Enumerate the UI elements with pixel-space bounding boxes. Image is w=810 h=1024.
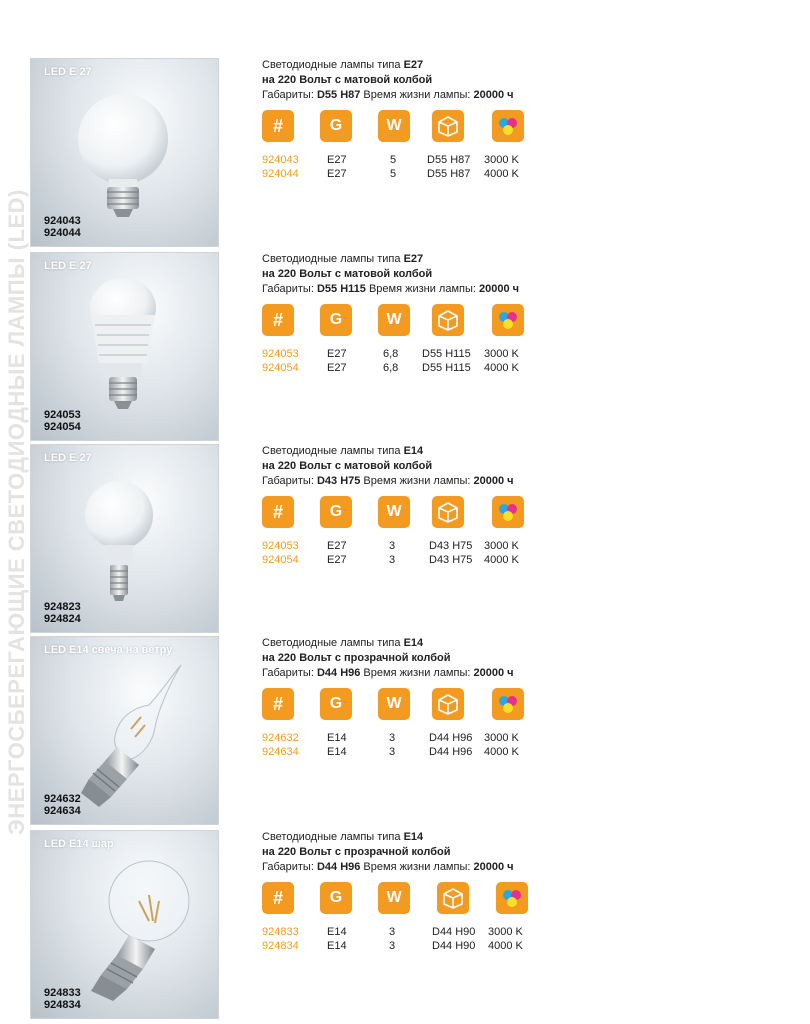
color-temperature-icon [492,688,524,720]
desc-type-prefix: Светодиодные лампы типа [262,445,404,457]
cell-watt: 3 [389,940,396,952]
cell-code: 924043 [262,154,299,166]
hash-icon: # [262,496,294,528]
product-description [262,252,519,297]
table-row [262,745,532,759]
spec-icons [262,882,542,916]
desc-life-prefix: Время жизни лампы: [360,475,474,487]
table-row [262,553,532,567]
cell-base: E27 [327,168,347,180]
cell-temp: 4000 K [488,940,523,952]
desc-dims: D44 H96 [316,861,361,873]
cell-base: E14 [327,940,347,952]
product-label: LED E 27 [44,452,92,464]
cell-code: 924053 [262,348,299,360]
photo-code: 924823 [44,601,81,613]
cell-dims: D55 H87 [427,168,471,180]
desc-life: 20000 ч [473,475,514,487]
cell-temp: 4000 K [484,362,519,374]
photo-code: 924824 [44,613,81,625]
photo-code: 924834 [44,999,81,1011]
cell-watt: 5 [390,168,397,180]
desc-voltage: на 220 Вольт с прозрачной колбой [262,846,451,858]
cell-watt: 6,8 [383,348,399,360]
desc-type-prefix: Светодиодные лампы типа [262,253,404,265]
w-power-icon: W [378,496,410,528]
spec-table [262,347,532,377]
cell-temp: 4000 K [484,168,519,180]
box-dimensions-icon [432,110,464,142]
cell-dims: D44 H96 [429,746,473,758]
product-codes [44,409,81,433]
product-block [30,252,790,442]
cell-dims: D44 H96 [429,732,473,744]
desc-dims: D55 H115 [316,283,366,295]
hash-icon: # [262,110,294,142]
cell-code: 924632 [262,732,299,744]
cell-watt: 3 [389,746,396,758]
desc-dims: D44 H96 [316,667,361,679]
cell-code: 924834 [262,940,299,952]
cell-watt: 3 [389,926,396,938]
desc-dims-prefix: Габариты: [262,283,317,295]
hash-icon: # [262,688,294,720]
cell-dims: D55 H87 [427,154,471,166]
desc-dims-prefix: Габариты: [262,89,317,101]
color-temperature-icon [492,304,524,336]
product-label: LED E14 шар [44,838,114,850]
desc-life-prefix: Время жизни лампы: [360,861,474,873]
cell-dims: D44 H90 [432,940,476,952]
table-row [262,539,532,553]
desc-dims-prefix: Габариты: [262,667,317,679]
cell-watt: 3 [389,554,396,566]
spec-table [262,731,532,761]
spec-icons [262,304,542,338]
color-temperature-icon [496,882,528,914]
product-photo [30,636,219,825]
hash-icon: # [262,882,294,914]
photo-code: 924833 [44,987,81,999]
cell-base: E14 [327,746,347,758]
cell-base: E27 [327,540,347,552]
desc-voltage: на 220 Вольт с прозрачной колбой [262,652,451,664]
g-socket-icon: G [320,110,352,142]
cell-dims: D55 H115 [422,362,471,374]
box-dimensions-icon [432,688,464,720]
g-socket-icon: G [320,882,352,914]
desc-type: E27 [403,253,424,265]
product-codes [44,793,81,817]
desc-life: 20000 ч [473,861,514,873]
color-temperature-icon [492,110,524,142]
product-label: LED E 27 [44,66,92,78]
cell-base: E27 [327,154,347,166]
cell-base: E14 [327,732,347,744]
cell-temp: 3000 K [488,926,523,938]
spec-table [262,925,532,955]
cell-temp: 4000 K [484,746,519,758]
desc-life: 20000 ч [479,283,520,295]
color-temperature-icon [492,496,524,528]
cell-temp: 3000 K [484,348,519,360]
cell-temp: 3000 K [484,732,519,744]
product-photo [30,58,219,247]
desc-life: 20000 ч [473,89,514,101]
cell-dims: D55 H115 [422,348,471,360]
cell-temp: 3000 K [484,154,519,166]
table-row [262,939,532,953]
w-power-icon: W [378,110,410,142]
product-photo [30,830,219,1019]
desc-dims-prefix: Габариты: [262,861,317,873]
photo-code: 924632 [44,793,81,805]
product-block [30,830,790,1020]
table-row [262,731,532,745]
table-row [262,347,532,361]
side-vertical-title [0,0,34,1024]
product-codes [44,215,81,239]
cell-base: E27 [327,362,347,374]
product-photo [30,252,219,441]
desc-life: 20000 ч [473,667,514,679]
photo-code: 924634 [44,805,81,817]
spec-icons [262,110,542,144]
table-row [262,361,532,375]
product-description [262,58,514,103]
table-row [262,925,532,939]
box-dimensions-icon [432,496,464,528]
product-label: LED E 27 [44,260,92,272]
w-power-icon: W [378,688,410,720]
desc-type: E14 [403,445,424,457]
desc-type-prefix: Светодиодные лампы типа [262,59,404,71]
cell-code: 924044 [262,168,299,180]
product-block [30,58,790,248]
cell-watt: 6,8 [383,362,399,374]
side-title-text: ЭНЕРГОСБЕРЕГАЮЩИЕ СВЕТОДИОДНЫЕ ЛАМПЫ (LED) [4,189,30,835]
product-block [30,444,790,634]
g-socket-icon: G [320,496,352,528]
product-description [262,636,514,681]
photo-code: 924054 [44,421,81,433]
spec-icons [262,496,542,530]
spec-table [262,153,532,183]
spec-table [262,539,532,569]
desc-life-prefix: Время жизни лампы: [360,667,474,679]
g-socket-icon: G [320,688,352,720]
desc-life-prefix: Время жизни лампы: [365,283,479,295]
spec-icons [262,688,542,722]
photo-code: 924053 [44,409,81,421]
box-dimensions-icon [432,304,464,336]
product-description [262,444,514,489]
desc-type-prefix: Светодиодные лампы типа [262,637,404,649]
cell-watt: 5 [390,154,397,166]
desc-type: E27 [403,59,424,71]
desc-type-prefix: Светодиодные лампы типа [262,831,404,843]
cell-base: E27 [327,348,347,360]
hash-icon: # [262,304,294,336]
desc-life-prefix: Время жизни лампы: [360,89,474,101]
cell-base: E27 [327,554,347,566]
photo-code: 924044 [44,227,81,239]
cell-code: 924053 [262,540,299,552]
box-dimensions-icon [437,882,469,914]
desc-dims-prefix: Габариты: [262,475,317,487]
desc-type: E14 [403,831,424,843]
cell-code: 924634 [262,746,299,758]
cell-temp: 3000 K [484,540,519,552]
desc-voltage: на 220 Вольт с матовой колбой [262,268,433,280]
table-row [262,153,532,167]
w-power-icon: W [378,304,410,336]
product-label: LED E14 свеча на ветру [44,644,173,656]
desc-voltage: на 220 Вольт с матовой колбой [262,74,433,86]
desc-voltage: на 220 Вольт с матовой колбой [262,460,433,472]
product-block [30,636,790,826]
cell-watt: 3 [389,540,396,552]
cell-dims: D43 H75 [429,540,473,552]
desc-dims: D55 H87 [316,89,361,101]
product-codes [44,601,81,625]
cell-watt: 3 [389,732,396,744]
cell-code: 924054 [262,362,299,374]
cell-code: 924833 [262,926,299,938]
cell-dims: D44 H90 [432,926,476,938]
table-row [262,167,532,181]
desc-type: E14 [403,637,424,649]
cell-code: 924054 [262,554,299,566]
g-socket-icon: G [320,304,352,336]
cell-dims: D43 H75 [429,554,473,566]
desc-dims: D43 H75 [316,475,361,487]
w-power-icon: W [378,882,410,914]
cell-base: E14 [327,926,347,938]
cell-temp: 4000 K [484,554,519,566]
product-codes [44,987,81,1011]
product-description [262,830,514,875]
product-photo [30,444,219,633]
photo-code: 924043 [44,215,81,227]
